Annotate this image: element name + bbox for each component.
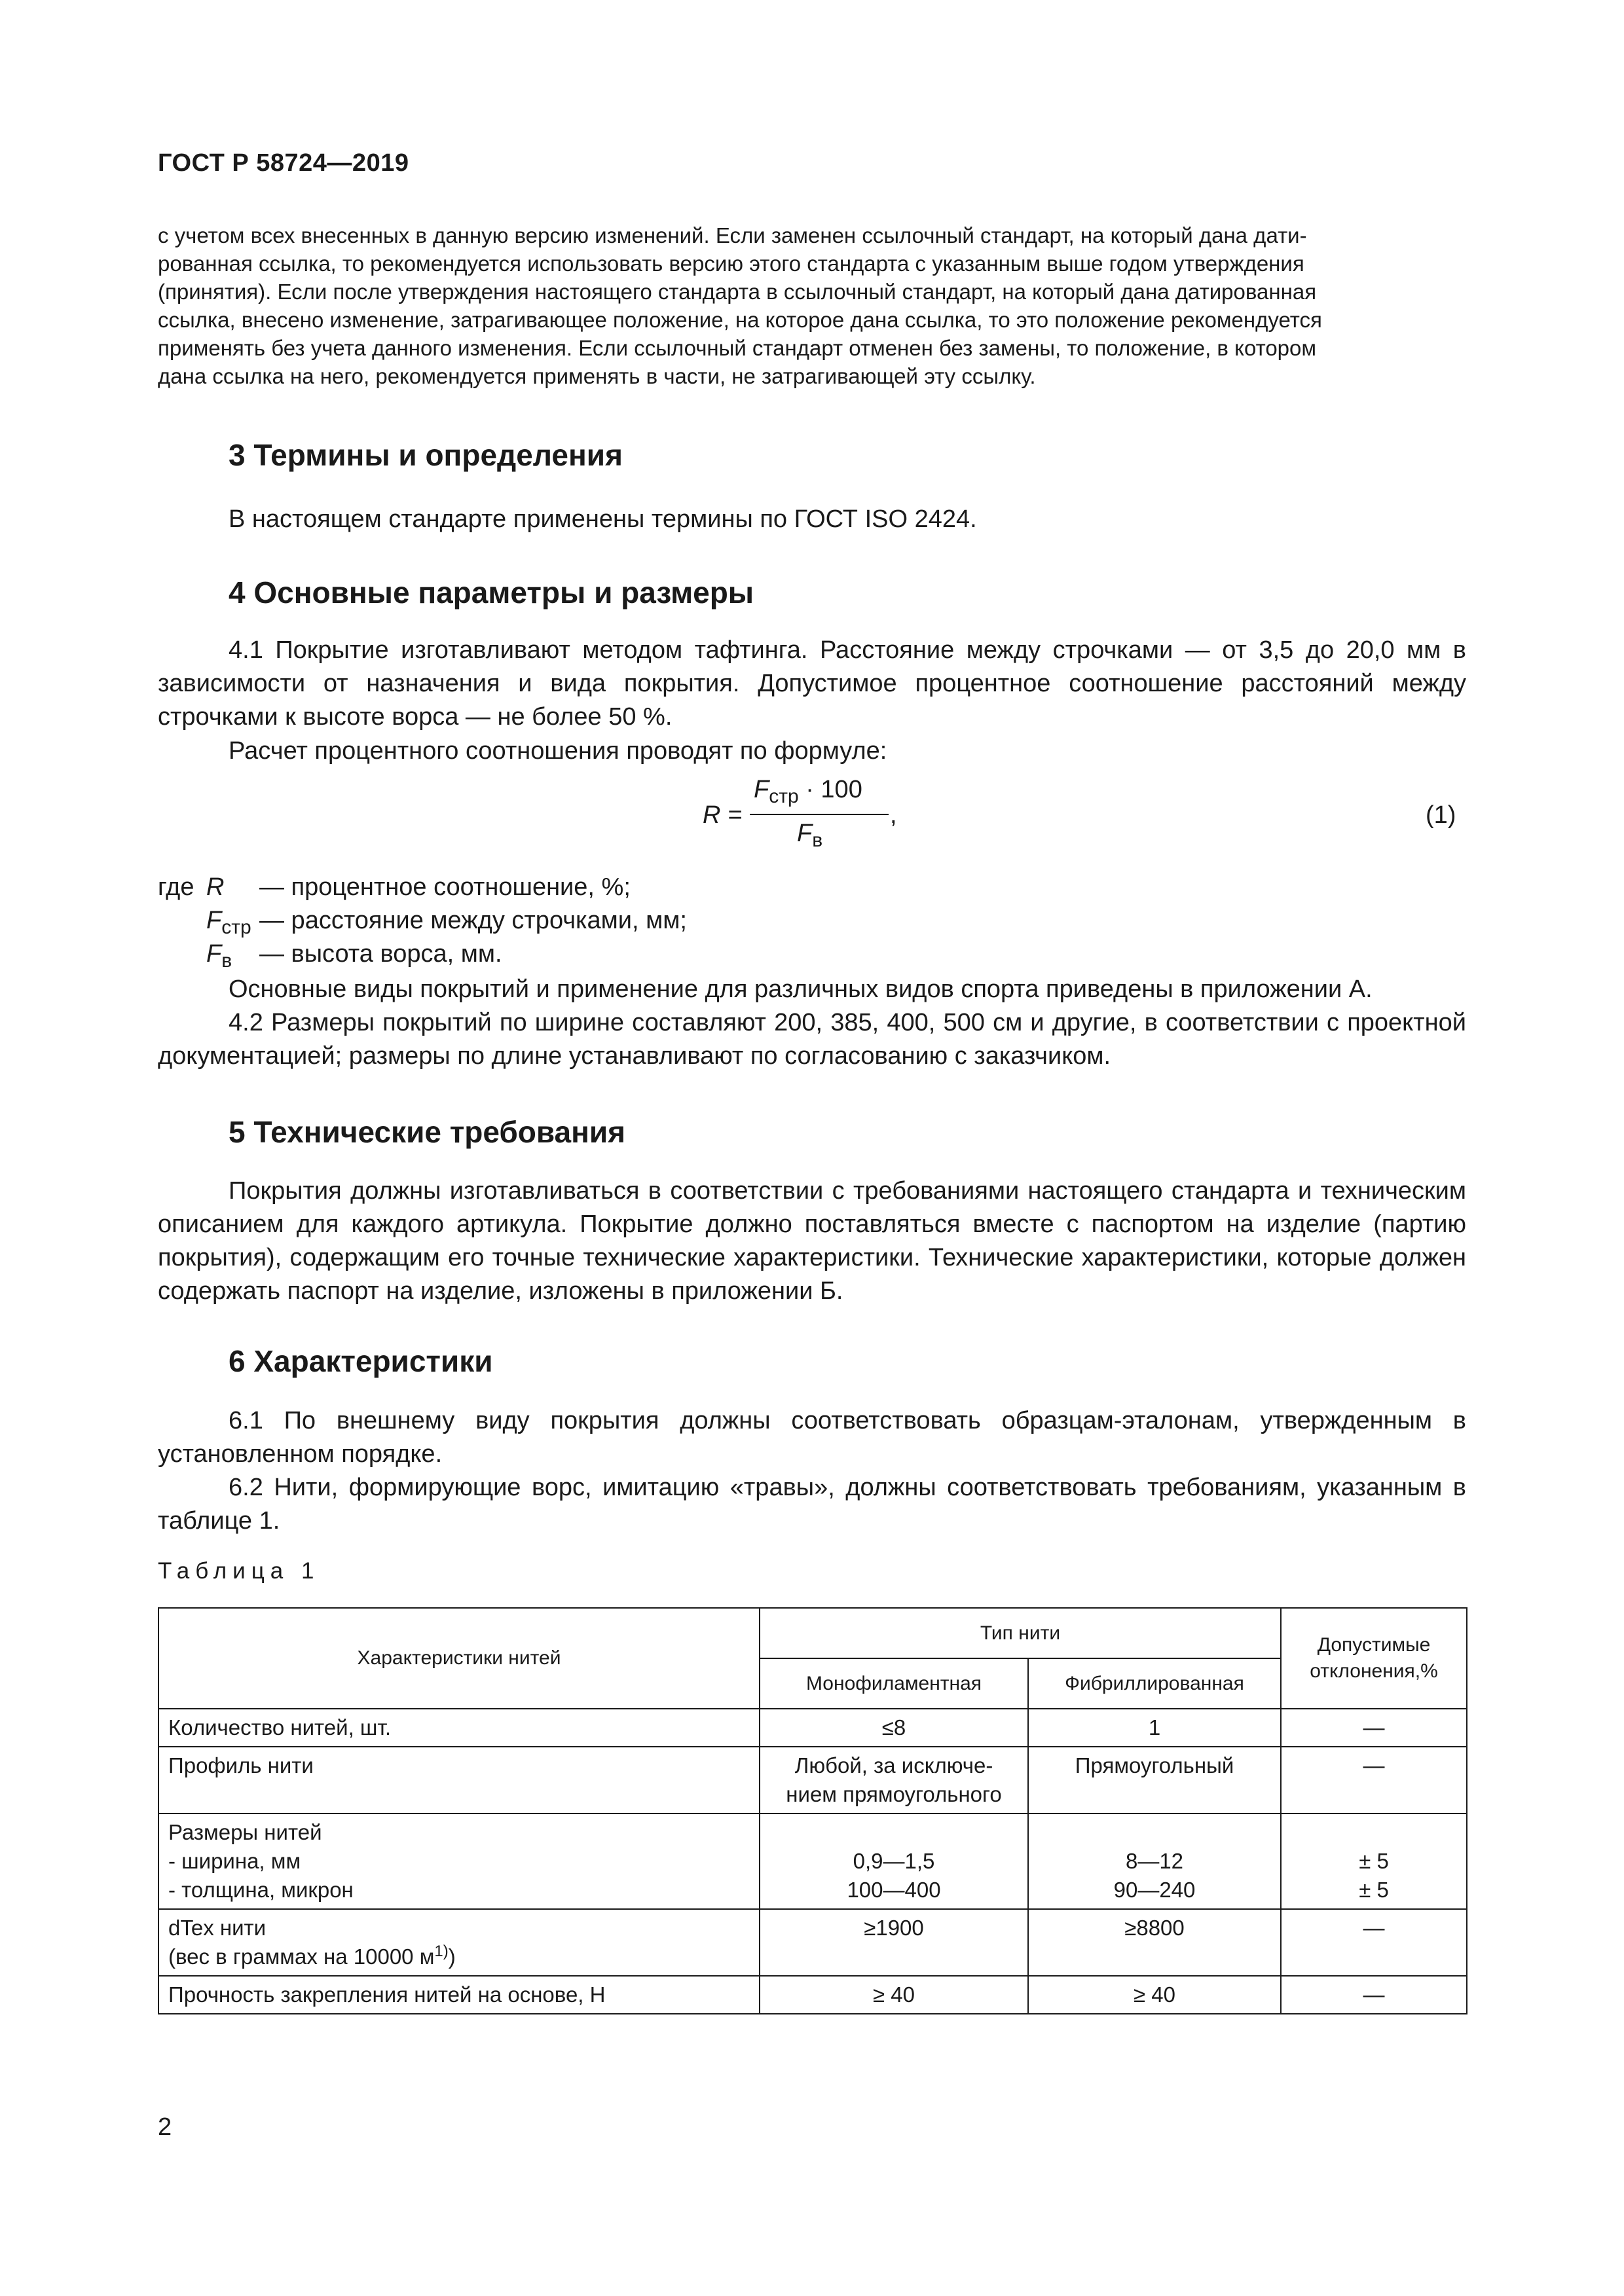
cell-line: - ширина, мм [168, 1849, 301, 1873]
header-fibrillated: Фибриллированная [1028, 1658, 1281, 1709]
where-text-fstr: — расстояние между строчками, мм; [259, 907, 687, 934]
cell-line: нием прямоугольного [786, 1782, 1002, 1806]
table-cell: 1 [1028, 1709, 1281, 1747]
intro-line: дана ссылка на него, рекомендуется применять в части, не затрагивающей эту ссылку. [158, 364, 1036, 388]
formula-fraction-bar [750, 814, 889, 815]
table-cell [760, 1747, 1028, 1813]
formula-num-var: F [754, 776, 769, 803]
section-3-text: В настоящем стандарте применены термины по ГОСТ ISO 2424. [229, 505, 977, 533]
paragraph-4-2 [158, 1006, 1466, 1073]
table-row [158, 1747, 1467, 1813]
table-header-row [158, 1608, 1467, 1658]
paragraph-6-2-text: 6.2 Нити, формирующие ворс, имитацию «травы», должны соответствовать требованиям, указанным в таблице 1. [158, 1474, 1466, 1535]
cell-line: 100—400 [847, 1878, 941, 1902]
where-sub-str: стр [221, 917, 251, 938]
table-cell [1028, 1813, 1281, 1909]
table-cell: Прочность закрепления нитей на основе, Н [158, 1976, 760, 2014]
table-1 [158, 1607, 1467, 2014]
paragraph-4-1-text: 4.1 Покрытие изготавливают методом тафтинга. Расстояние между строчками — от 3,5 до 20,0 мм в зависимости от назначения и вида покрытия. Допустимое процентное соотношение расстояний между строчками к высоте ворса — не более 50 %. [158, 636, 1466, 731]
table-cell: — [1281, 1976, 1467, 2014]
section-5-text: Покрытия должны изготавливаться в соответствии с требованиями настоящего стандарта и техническим описанием для каждого артикула. Покрытие должно поставляться вместе с паспортом на изделие (партию покрытия), содержащим его точные технические характеристики. Технические характеристики, которые должен содержать паспорт на изделие, изложены в приложении Б. [158, 1177, 1466, 1305]
formula-number: (1) [1426, 801, 1456, 829]
table-caption: Таблица 1 [158, 1558, 320, 1584]
cell-line: - толщина, микрон [168, 1878, 354, 1902]
header-thread-type: Тип нити [760, 1608, 1281, 1658]
formula-numerator [754, 776, 862, 807]
table-cell: — [1281, 1909, 1467, 1976]
table-row [158, 1709, 1467, 1747]
where-var-f2: F [206, 940, 222, 968]
where-prefix: где [158, 873, 194, 901]
annex-reference: Основные виды покрытий и применение для различных видов спорта приведены в приложении А. [229, 975, 1373, 1003]
paragraph-4-1 [158, 634, 1466, 734]
standard-code-header: ГОСТ Р 58724—2019 [158, 149, 409, 177]
intro-line: рованная ссылка, то рекомендуется использовать версию этого стандарта с указанным выше годом утверждения [158, 251, 1304, 276]
cell-line: 90—240 [1113, 1878, 1196, 1902]
table-cell: ≤8 [760, 1709, 1028, 1747]
where-text-fv: — высота ворса, мм. [259, 940, 502, 968]
cell-line: dTex нити [168, 1916, 267, 1940]
page-number: 2 [158, 2113, 172, 2141]
table-cell: — [1281, 1709, 1467, 1747]
table-cell: ≥8800 [1028, 1909, 1281, 1976]
formula-trailing-comma: , [890, 801, 897, 829]
cell-line: Любой, за исключе- [794, 1753, 993, 1777]
where-var-fstr [206, 904, 251, 938]
where-sub-v: в [221, 950, 232, 972]
where-text-r: — процентное соотношение, %; [259, 873, 631, 901]
cell-line: 8—12 [1125, 1849, 1184, 1873]
formula-den-sub: в [812, 829, 823, 851]
header-characteristics: Характеристики нитей [158, 1608, 760, 1709]
header-monofilament: Монофиламентная [760, 1658, 1028, 1709]
section-5-paragraph [158, 1175, 1466, 1308]
table-row [158, 1909, 1467, 1976]
paragraph-4-2-text: 4.2 Размеры покрытий по ширине составляют 200, 385, 400, 500 см и другие, в соответствии с проектной документацией; размеры по длине устанавливают по согласованию с заказчиком. [158, 1009, 1466, 1070]
paragraph-6-1-text: 6.1 По внешнему виду покрытия должны соответствовать образцам-эталонам, утвержденным в установленном порядке. [158, 1407, 1466, 1468]
table-cell [1281, 1813, 1467, 1909]
intro-paragraph [158, 221, 1466, 390]
cell-line: ± 5 [1359, 1878, 1389, 1902]
footnote-mark: 1) [434, 1942, 449, 1960]
paragraph-6-2 [158, 1471, 1466, 1538]
table-cell: ≥1900 [760, 1909, 1028, 1976]
formula-intro: Расчет процентного соотношения проводят по формуле: [229, 737, 887, 765]
cell-text: (вес в граммах на 10000 м [168, 1944, 435, 1969]
cell-text: ) [448, 1944, 456, 1969]
intro-line: (принятия). Если после утверждения настоящего стандарта в ссылочный стандарт, на который дана датированная [158, 280, 1317, 304]
cell-line: ± 5 [1359, 1849, 1389, 1873]
where-var-r: R [206, 873, 225, 901]
section-6-heading: 6 Характеристики [229, 1344, 493, 1378]
intro-line: с учетом всех внесенных в данную версию изменений. Если заменен ссылочный стандарт, на который дана дати- [158, 223, 1307, 247]
cell-line [168, 1942, 750, 1971]
formula-num-rest: · 100 [798, 776, 862, 803]
section-4-heading: 4 Основные параметры и размеры [229, 575, 754, 610]
table-cell: Количество нитей, шт. [158, 1709, 760, 1747]
header-deviation: Допустимые отклонения,% [1281, 1608, 1467, 1709]
section-3-heading: 3 Термины и определения [229, 438, 623, 472]
where-var-f: F [206, 907, 222, 934]
cell-line: 0,9—1,5 [853, 1849, 935, 1873]
table-cell: ≥ 40 [1028, 1976, 1281, 2014]
table-row [158, 1976, 1467, 2014]
table-cell: Профиль нити [158, 1747, 760, 1813]
formula-denominator [797, 820, 823, 851]
table-cell: — [1281, 1747, 1467, 1813]
table-cell: Прямоугольный [1028, 1747, 1281, 1813]
table-cell [760, 1813, 1028, 1909]
section-5-heading: 5 Технические требования [229, 1115, 625, 1149]
where-var-fv [206, 938, 232, 971]
table-cell: ≥ 40 [760, 1976, 1028, 2014]
formula-lhs: R = [703, 801, 743, 829]
table-row [158, 1813, 1467, 1909]
paragraph-6-1 [158, 1404, 1466, 1471]
formula-num-sub: стр [769, 786, 799, 807]
intro-line: ссылка, внесено изменение, затрагивающее положение, на которое дана ссылка, то это положение рекомендуется [158, 308, 1322, 332]
intro-line: применять без учета данного изменения. Если ссылочный стандарт отменен без замены, то положение, в котором [158, 336, 1317, 360]
formula-den-var: F [797, 820, 813, 847]
table-cell [158, 1813, 760, 1909]
cell-line: Размеры нитей [168, 1820, 322, 1844]
table-cell [158, 1909, 760, 1976]
